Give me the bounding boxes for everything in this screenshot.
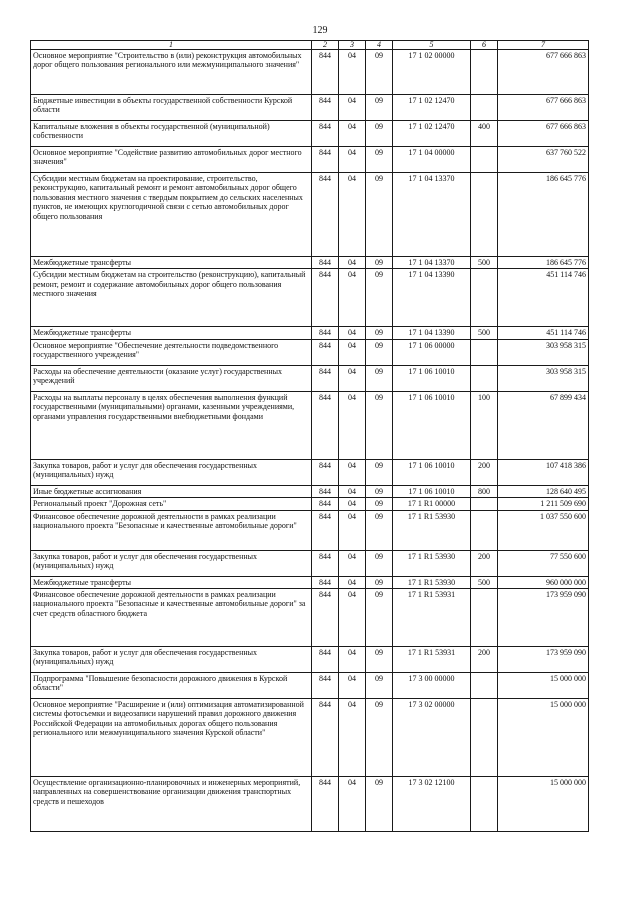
table-row bbox=[31, 589, 589, 647]
column-header: 3 bbox=[339, 41, 366, 50]
amount: 1 211 509 690 bbox=[498, 498, 589, 510]
column-header: 2 bbox=[312, 41, 339, 50]
row-name: Межбюджетные трансферты bbox=[31, 576, 312, 588]
section-code: 04 bbox=[339, 147, 366, 173]
target-code: 17 1 06 10010 bbox=[393, 391, 471, 459]
page-number: 129 bbox=[312, 25, 328, 36]
table-row bbox=[31, 327, 589, 339]
amount: 67 899 434 bbox=[498, 391, 589, 459]
amount: 77 550 600 bbox=[498, 550, 589, 576]
expense-type-code: 200 bbox=[471, 459, 498, 485]
section-code: 04 bbox=[339, 647, 366, 673]
row-name: Финансовое обеспечение дорожной деятельности в рамках реализации национального проекта "Безопасные и качественные автомобильные дороги" bbox=[31, 510, 312, 550]
table-row bbox=[31, 50, 589, 95]
expense-type-code bbox=[471, 498, 498, 510]
row-name: Осуществление организационно-планировочных и инженерных мероприятий, направленных на совершенствование организации движения транспортных средств и пешеходов bbox=[31, 777, 312, 832]
column-number-row bbox=[31, 41, 589, 50]
target-code: 17 1 06 10010 bbox=[393, 459, 471, 485]
subsection-code: 09 bbox=[366, 699, 393, 777]
ministry-code: 844 bbox=[312, 147, 339, 173]
column-header: 4 bbox=[366, 41, 393, 50]
amount: 186 645 776 bbox=[498, 173, 589, 257]
subsection-code: 09 bbox=[366, 339, 393, 365]
table-row bbox=[31, 576, 589, 588]
subsection-code: 09 bbox=[366, 257, 393, 269]
row-name: Региональный проект "Дорожная сеть" bbox=[31, 498, 312, 510]
table-row bbox=[31, 173, 589, 257]
table-row bbox=[31, 699, 589, 777]
ministry-code: 844 bbox=[312, 647, 339, 673]
row-name: Бюджетные инвестиции в объекты государственной собственности Курской области bbox=[31, 95, 312, 121]
subsection-code: 09 bbox=[366, 327, 393, 339]
section-code: 04 bbox=[339, 576, 366, 588]
target-code: 17 1 R1 53931 bbox=[393, 647, 471, 673]
amount: 186 645 776 bbox=[498, 257, 589, 269]
section-code: 04 bbox=[339, 257, 366, 269]
amount: 173 959 090 bbox=[498, 647, 589, 673]
ministry-code: 844 bbox=[312, 269, 339, 327]
target-code: 17 1 04 13370 bbox=[393, 173, 471, 257]
ministry-code: 844 bbox=[312, 699, 339, 777]
target-code: 17 1 R1 53930 bbox=[393, 550, 471, 576]
subsection-code: 09 bbox=[366, 673, 393, 699]
expense-type-code: 100 bbox=[471, 391, 498, 459]
target-code: 17 1 06 10010 bbox=[393, 365, 471, 391]
section-code: 04 bbox=[339, 50, 366, 95]
subsection-code: 09 bbox=[366, 510, 393, 550]
amount: 173 959 090 bbox=[498, 589, 589, 647]
expense-type-code bbox=[471, 147, 498, 173]
ministry-code: 844 bbox=[312, 121, 339, 147]
ministry-code: 844 bbox=[312, 257, 339, 269]
subsection-code: 09 bbox=[366, 550, 393, 576]
row-name: Субсидии местным бюджетам на проектирование, строительство, реконструкцию, капитальный ремонт и ремонт автомобильных дорог общего пользования местного значения с твердым покрытием до сельских населенных пунктов, не имеющих круглогодичной связи с сетью автомобильных дорог общего пользования bbox=[31, 173, 312, 257]
section-code: 04 bbox=[339, 777, 366, 832]
column-header: 6 bbox=[471, 41, 498, 50]
subsection-code: 09 bbox=[366, 589, 393, 647]
table-row bbox=[31, 459, 589, 485]
expense-type-code bbox=[471, 50, 498, 95]
ministry-code: 844 bbox=[312, 777, 339, 832]
amount: 15 000 000 bbox=[498, 777, 589, 832]
expense-type-code bbox=[471, 699, 498, 777]
amount: 960 000 000 bbox=[498, 576, 589, 588]
target-code: 17 1 R1 00000 bbox=[393, 498, 471, 510]
amount: 637 760 522 bbox=[498, 147, 589, 173]
section-code: 04 bbox=[339, 673, 366, 699]
section-code: 04 bbox=[339, 485, 366, 497]
subsection-code: 09 bbox=[366, 647, 393, 673]
row-name: Субсидии местным бюджетам на строительство (реконструкцию), капитальный ремонт, ремонт и содержание автомобильных дорог общего пользования местного значения bbox=[31, 269, 312, 327]
target-code: 17 1 04 00000 bbox=[393, 147, 471, 173]
ministry-code: 844 bbox=[312, 589, 339, 647]
row-name: Основное мероприятие "Расширение и (или) оптимизация автоматизированной системы фотосъемки и видеозаписи нарушений правил дорожного движения Российской Федерации на автомобильных дорогах общего пользования регионального или межмуниципального значения Курской области" bbox=[31, 699, 312, 777]
amount: 303 958 315 bbox=[498, 339, 589, 365]
table-row bbox=[31, 498, 589, 510]
section-code: 04 bbox=[339, 498, 366, 510]
section-code: 04 bbox=[339, 327, 366, 339]
target-code: 17 1 04 13390 bbox=[393, 269, 471, 327]
expense-type-code: 500 bbox=[471, 257, 498, 269]
ministry-code: 844 bbox=[312, 485, 339, 497]
target-code: 17 1 04 13370 bbox=[393, 257, 471, 269]
ministry-code: 844 bbox=[312, 510, 339, 550]
table-row bbox=[31, 673, 589, 699]
row-name: Расходы на обеспечение деятельности (оказание услуг) государственных учреждений bbox=[31, 365, 312, 391]
table-row bbox=[31, 777, 589, 832]
subsection-code: 09 bbox=[366, 269, 393, 327]
expense-type-code bbox=[471, 673, 498, 699]
table-row bbox=[31, 510, 589, 550]
section-code: 04 bbox=[339, 339, 366, 365]
subsection-code: 09 bbox=[366, 485, 393, 497]
row-name: Основное мероприятие "Обеспечение деятельности подведомственного государственного учреждения" bbox=[31, 339, 312, 365]
row-name: Межбюджетные трансферты bbox=[31, 257, 312, 269]
column-header: 5 bbox=[393, 41, 471, 50]
section-code: 04 bbox=[339, 173, 366, 257]
target-code: 17 3 00 00000 bbox=[393, 673, 471, 699]
column-header: 7 bbox=[498, 41, 589, 50]
subsection-code: 09 bbox=[366, 498, 393, 510]
ministry-code: 844 bbox=[312, 173, 339, 257]
row-name: Расходы на выплаты персоналу в целях обеспечения выполнения функций государственными (муниципальными) органами, казенными учреждениями, органами управления государственными внебюджетными фондами bbox=[31, 391, 312, 459]
row-name: Основное мероприятие "Строительство в (или) реконструкция автомобильных дорог общего пользования регионального или межмуниципального значения" bbox=[31, 50, 312, 95]
amount: 677 666 863 bbox=[498, 121, 589, 147]
row-name: Закупка товаров, работ и услуг для обеспечения государственных (муниципальных) нужд bbox=[31, 459, 312, 485]
row-name: Межбюджетные трансферты bbox=[31, 327, 312, 339]
amount: 107 418 386 bbox=[498, 459, 589, 485]
ministry-code: 844 bbox=[312, 498, 339, 510]
expense-type-code bbox=[471, 510, 498, 550]
target-code: 17 1 02 12470 bbox=[393, 121, 471, 147]
amount: 677 666 863 bbox=[498, 50, 589, 95]
section-code: 04 bbox=[339, 699, 366, 777]
subsection-code: 09 bbox=[366, 459, 393, 485]
table-row bbox=[31, 121, 589, 147]
expense-type-code: 400 bbox=[471, 121, 498, 147]
expense-type-code: 200 bbox=[471, 647, 498, 673]
table-row bbox=[31, 339, 589, 365]
target-code: 17 3 02 00000 bbox=[393, 699, 471, 777]
target-code: 17 1 02 12470 bbox=[393, 95, 471, 121]
amount: 451 114 746 bbox=[498, 269, 589, 327]
amount: 128 640 495 bbox=[498, 485, 589, 497]
amount: 677 666 863 bbox=[498, 95, 589, 121]
expense-type-code bbox=[471, 269, 498, 327]
section-code: 04 bbox=[339, 95, 366, 121]
expense-type-code bbox=[471, 365, 498, 391]
subsection-code: 09 bbox=[366, 95, 393, 121]
row-name: Финансовое обеспечение дорожной деятельности в рамках реализации национального проекта "Безопасные и качественные автомобильные дороги" за счет средств областного бюджета bbox=[31, 589, 312, 647]
amount: 15 000 000 bbox=[498, 673, 589, 699]
expense-type-code bbox=[471, 339, 498, 365]
section-code: 04 bbox=[339, 510, 366, 550]
expense-type-code: 800 bbox=[471, 485, 498, 497]
expense-type-code: 500 bbox=[471, 576, 498, 588]
ministry-code: 844 bbox=[312, 50, 339, 95]
ministry-code: 844 bbox=[312, 327, 339, 339]
expense-type-code bbox=[471, 173, 498, 257]
expense-type-code bbox=[471, 95, 498, 121]
section-code: 04 bbox=[339, 550, 366, 576]
ministry-code: 844 bbox=[312, 576, 339, 588]
target-code: 17 3 02 12100 bbox=[393, 777, 471, 832]
amount: 15 000 000 bbox=[498, 699, 589, 777]
target-code: 17 1 04 13390 bbox=[393, 327, 471, 339]
ministry-code: 844 bbox=[312, 550, 339, 576]
target-code: 17 1 06 10010 bbox=[393, 485, 471, 497]
target-code: 17 1 R1 53930 bbox=[393, 576, 471, 588]
row-name: Закупка товаров, работ и услуг для обеспечения государственных (муниципальных) нужд bbox=[31, 550, 312, 576]
subsection-code: 09 bbox=[366, 50, 393, 95]
budget-table bbox=[30, 40, 589, 832]
ministry-code: 844 bbox=[312, 391, 339, 459]
table-row bbox=[31, 257, 589, 269]
subsection-code: 09 bbox=[366, 576, 393, 588]
target-code: 17 1 02 00000 bbox=[393, 50, 471, 95]
amount: 303 958 315 bbox=[498, 365, 589, 391]
table-row bbox=[31, 550, 589, 576]
subsection-code: 09 bbox=[366, 777, 393, 832]
amount: 451 114 746 bbox=[498, 327, 589, 339]
expense-type-code: 500 bbox=[471, 327, 498, 339]
subsection-code: 09 bbox=[366, 147, 393, 173]
row-name: Иные бюджетные ассигнования bbox=[31, 485, 312, 497]
row-name: Основное мероприятие "Содействие развитию автомобильных дорог местного значения" bbox=[31, 147, 312, 173]
row-name: Закупка товаров, работ и услуг для обеспечения государственных (муниципальных) нужд bbox=[31, 647, 312, 673]
table-row bbox=[31, 391, 589, 459]
ministry-code: 844 bbox=[312, 365, 339, 391]
section-code: 04 bbox=[339, 269, 366, 327]
expense-type-code: 200 bbox=[471, 550, 498, 576]
target-code: 17 1 R1 53931 bbox=[393, 589, 471, 647]
subsection-code: 09 bbox=[366, 173, 393, 257]
ministry-code: 844 bbox=[312, 459, 339, 485]
subsection-code: 09 bbox=[366, 365, 393, 391]
table-row bbox=[31, 647, 589, 673]
table-row bbox=[31, 485, 589, 497]
target-code: 17 1 06 00000 bbox=[393, 339, 471, 365]
table-row bbox=[31, 365, 589, 391]
expense-type-code bbox=[471, 777, 498, 832]
table-row bbox=[31, 269, 589, 327]
subsection-code: 09 bbox=[366, 391, 393, 459]
section-code: 04 bbox=[339, 589, 366, 647]
ministry-code: 844 bbox=[312, 339, 339, 365]
ministry-code: 844 bbox=[312, 95, 339, 121]
section-code: 04 bbox=[339, 391, 366, 459]
row-name: Подпрограмма "Повышение безопасности дорожного движения в Курской области" bbox=[31, 673, 312, 699]
expense-type-code bbox=[471, 589, 498, 647]
subsection-code: 09 bbox=[366, 121, 393, 147]
section-code: 04 bbox=[339, 121, 366, 147]
section-code: 04 bbox=[339, 459, 366, 485]
row-name: Капитальные вложения в объекты государственной (муниципальной) собственности bbox=[31, 121, 312, 147]
table-row bbox=[31, 147, 589, 173]
amount: 1 037 550 600 bbox=[498, 510, 589, 550]
section-code: 04 bbox=[339, 365, 366, 391]
target-code: 17 1 R1 53930 bbox=[393, 510, 471, 550]
table-row bbox=[31, 95, 589, 121]
ministry-code: 844 bbox=[312, 673, 339, 699]
column-header: 1 bbox=[31, 41, 312, 50]
table-body bbox=[31, 50, 589, 832]
